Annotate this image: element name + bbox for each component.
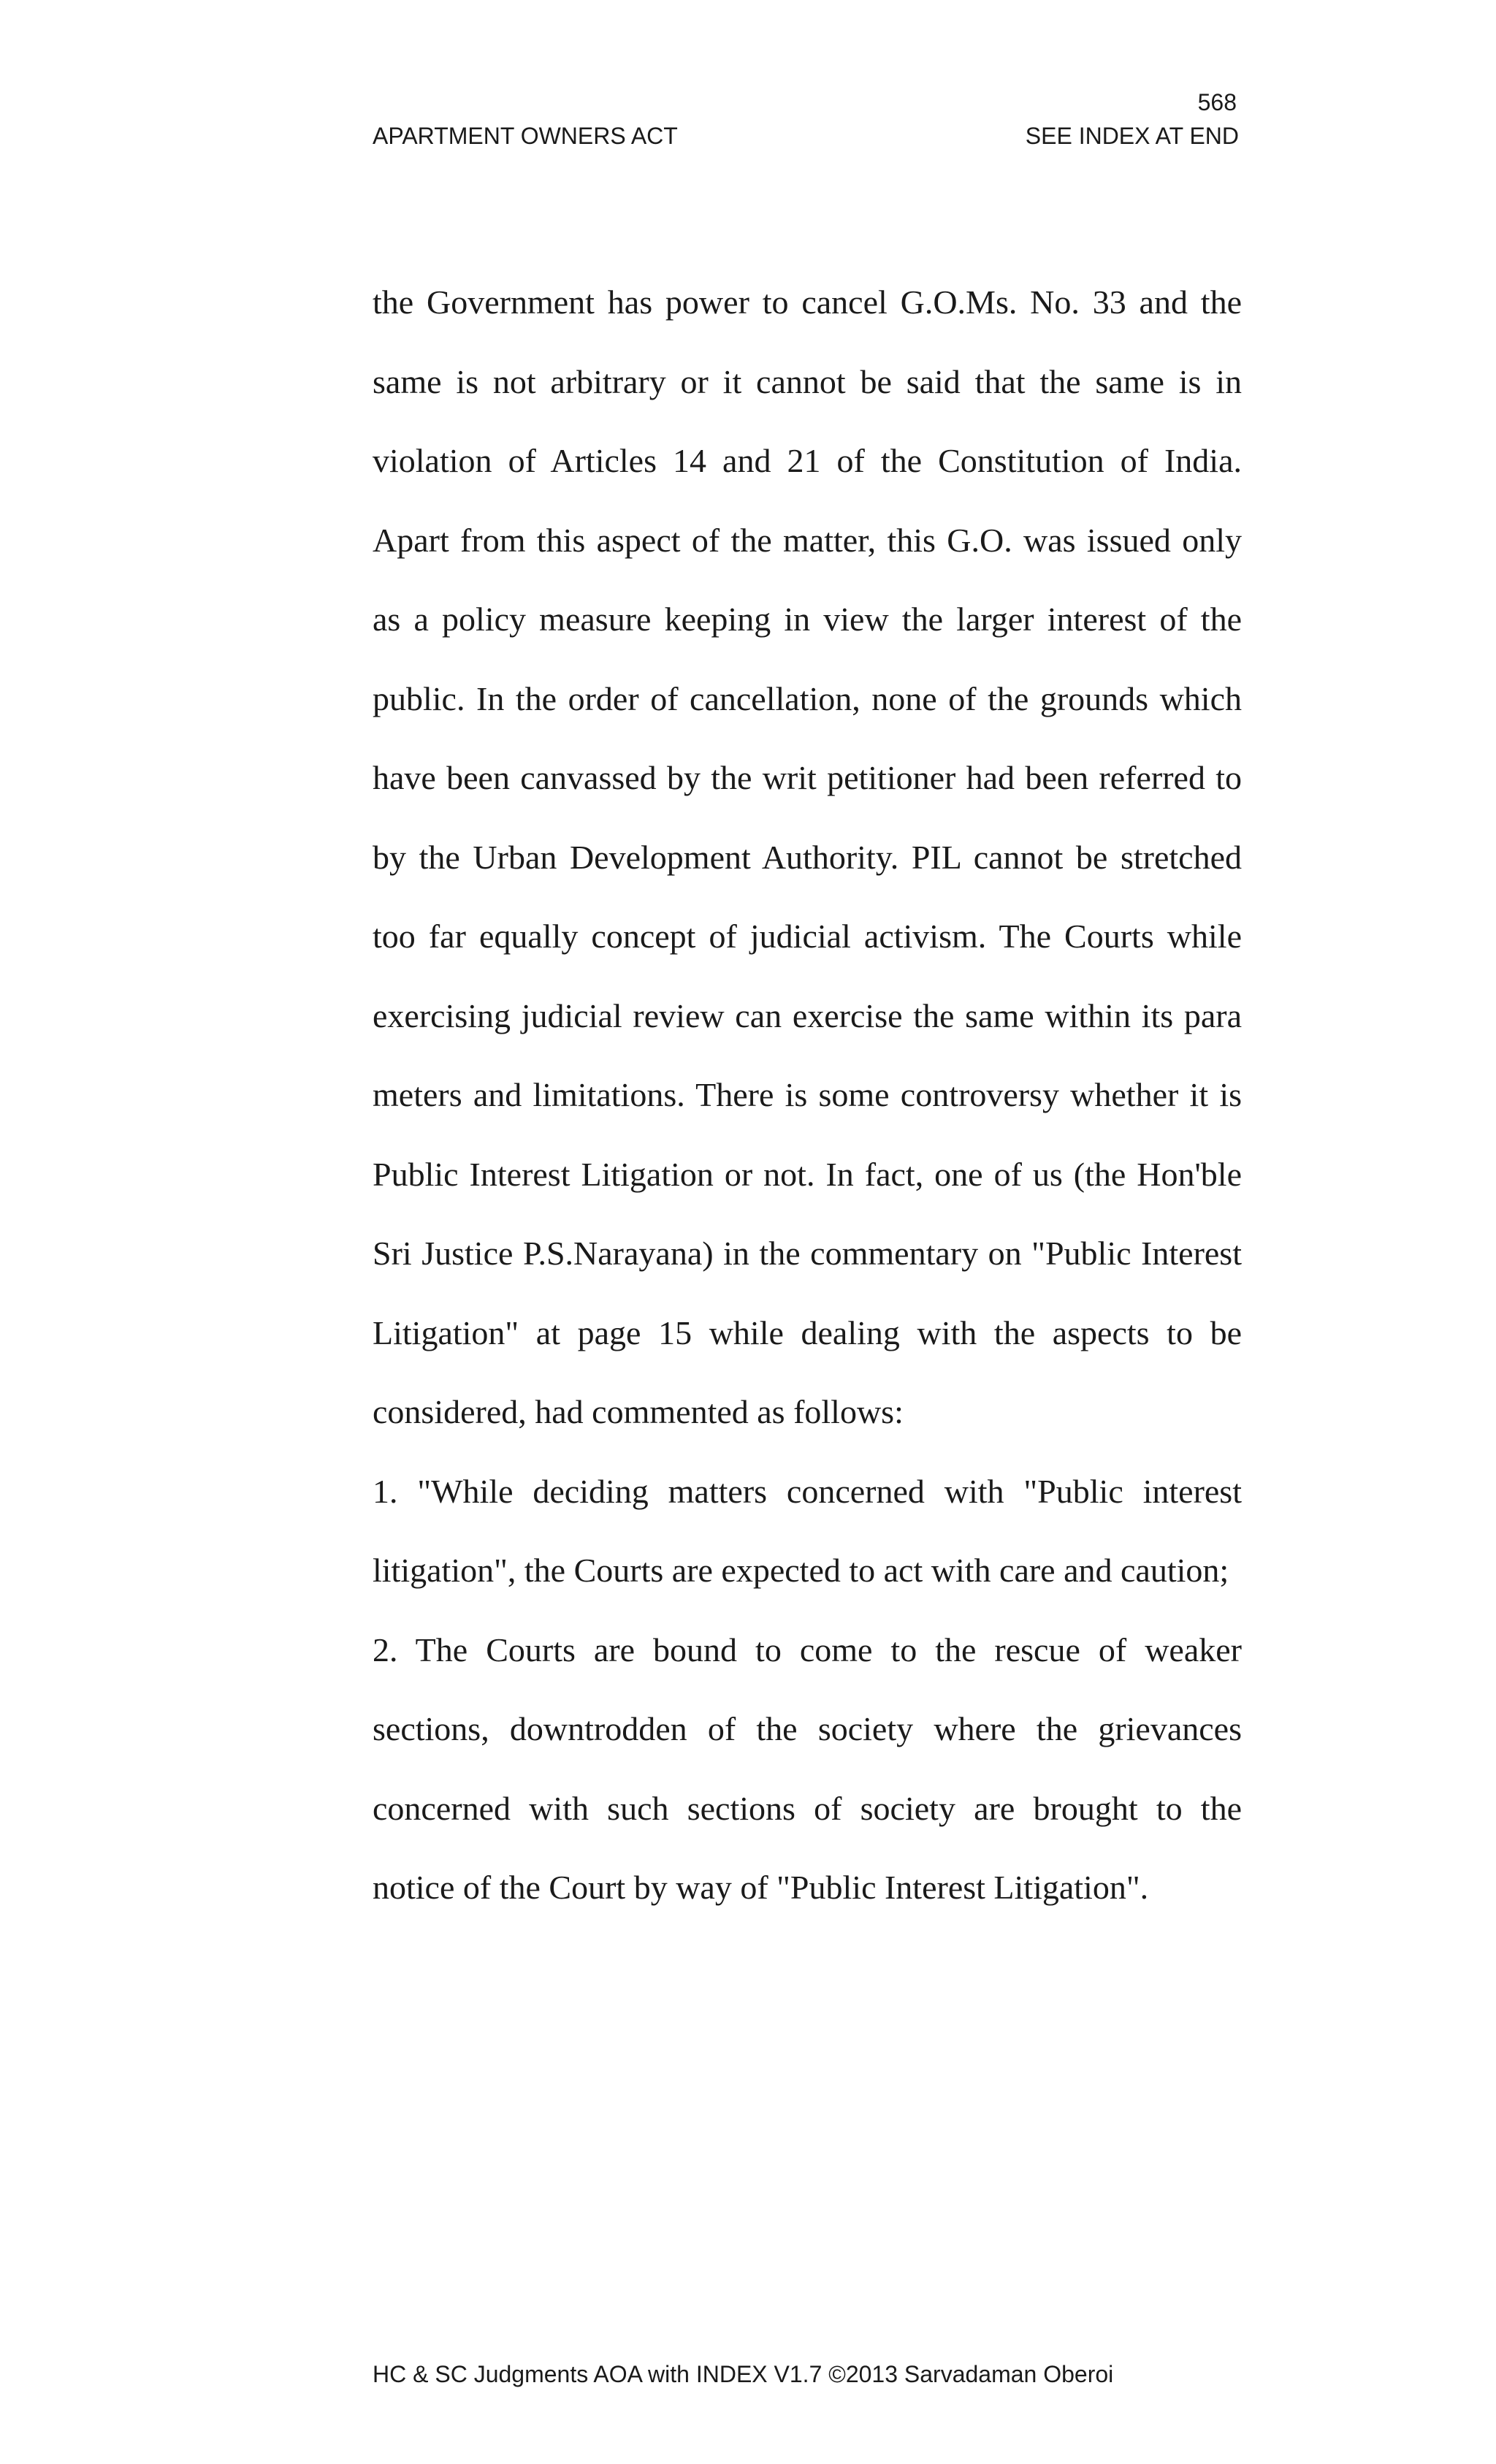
footer-copyright: HC & SC Judgments AOA with INDEX V1.7 ©2013 Sarvadaman Oberoi (373, 2361, 1114, 2387)
header-title: APARTMENT OWNERS ACT (373, 123, 678, 149)
paragraph-point-1: 1. "While deciding matters concerned with "Public interest litigation", the Courts are expected to act with care and caution; (373, 1472, 1242, 1589)
page-number: 568 (1197, 89, 1237, 115)
judgment-text (373, 263, 1242, 1928)
paragraph-main: the Government has power to cancel G.O.Ms. No. 33 and the same is not arbitrary or it cannot be said that the same is in violation of Articles 14 and 21 of the Constitution of India. Apart from this aspect of the matter, this G.O. was issued only as a policy measure keeping in view the larger interest of the public. In the order of cancellation, none of the grounds which have been canvassed by the writ petitioner had been referred to by the Urban Development Authority. PIL cannot be stretched too far equally concept of judicial activism. The Courts while exercising judicial review can exercise the same within its para meters and limitations. There is some controversy whether it is Public Interest Litigation or not. In fact, one of us (the Hon'ble Sri Justice P.S.Narayana) in the commentary on "Public Interest Litigation" at page 15 while dealing with the aspects to be considered, had commented as follows: (373, 283, 1242, 1430)
paragraph-point-2: 2. The Courts are bound to come to the rescue of weaker sections, downtrodden of the society where the grievances concerned with such sections of society are brought to the notice of the Court by way of "Public Interest Litigation". (373, 1630, 1242, 1906)
running-header (373, 121, 1239, 150)
header-index-note: SEE INDEX AT END (1025, 123, 1239, 149)
